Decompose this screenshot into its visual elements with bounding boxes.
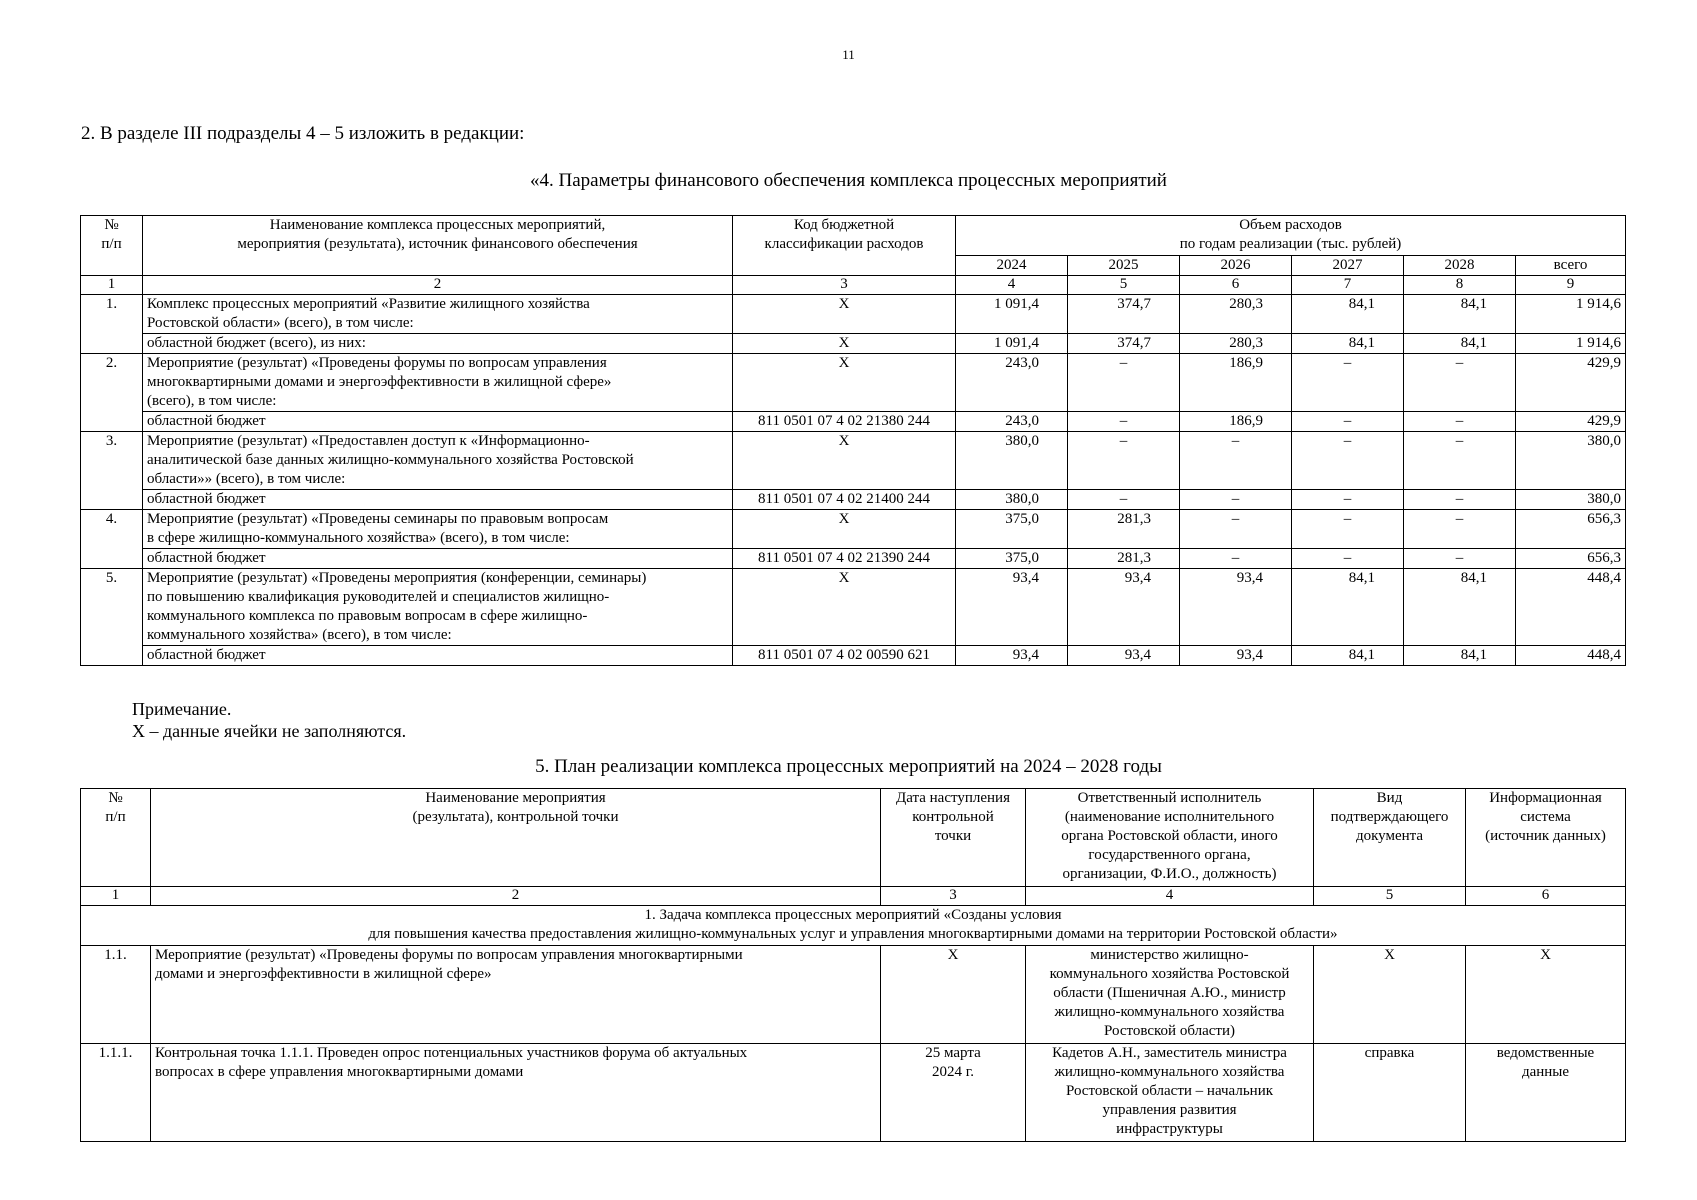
row-responsible: Кадетов А.Н., заместитель министра жилищно-коммунального хозяйства Ростовской области – начальник управления развития инфраструктуры <box>1026 1044 1314 1142</box>
row-value: – <box>1292 549 1404 569</box>
header-document: Вид подтверждающего документа <box>1314 789 1466 887</box>
column-number: 5 <box>1068 276 1180 295</box>
row-value: 281,3 <box>1068 549 1180 569</box>
row-number: 1. <box>81 295 143 354</box>
row-responsible: министерство жилищно- коммунального хозяйства Ростовской области (Пшеничная А.Ю., министр жилищно-коммунального хозяйства Ростовской области) <box>1026 946 1314 1044</box>
row-value: – <box>1068 412 1180 432</box>
row-value: – <box>1404 354 1516 412</box>
row-value: 93,4 <box>956 569 1068 646</box>
table-row <box>81 295 1626 334</box>
row-name: Мероприятие (результат) «Предоставлен доступ к «Информационно- аналитической базе данных жилищно-коммунального хозяйства Ростовской области»» (всего), в том числе: <box>143 432 733 490</box>
row-name: областной бюджет <box>143 549 733 569</box>
row-value: 93,4 <box>1180 569 1292 646</box>
row-value: – <box>1180 510 1292 549</box>
table-row <box>81 432 1626 490</box>
row-value: 656,3 <box>1516 549 1626 569</box>
row-value: 280,3 <box>1180 295 1292 334</box>
row-value: 243,0 <box>956 412 1068 432</box>
row-system: ведомственные данные <box>1466 1044 1626 1142</box>
row-name: областной бюджет (всего), из них: <box>143 334 733 354</box>
table-row <box>81 646 1626 666</box>
row-name: областной бюджет <box>143 412 733 432</box>
row-value: – <box>1068 490 1180 510</box>
column-number: 6 <box>1180 276 1292 295</box>
header-code: Код бюджетной классификации расходов <box>733 216 956 276</box>
row-value: – <box>1404 549 1516 569</box>
row-value: – <box>1404 412 1516 432</box>
row-value: 186,9 <box>1180 412 1292 432</box>
page-number: 11 <box>842 47 855 62</box>
column-number: 8 <box>1404 276 1516 295</box>
row-system: Х <box>1466 946 1626 1044</box>
column-number: 1 <box>81 276 143 295</box>
plan-table <box>80 788 1626 1142</box>
row-value: 84,1 <box>1292 569 1404 646</box>
finance-table <box>80 215 1626 666</box>
table-row <box>81 946 1626 1044</box>
row-name: областной бюджет <box>143 490 733 510</box>
header-year: 2024 <box>956 256 1068 276</box>
column-number: 6 <box>1466 887 1626 906</box>
column-number: 1 <box>81 887 151 906</box>
row-number: 2. <box>81 354 143 432</box>
row-budget-code: 811 0501 07 4 02 00590 621 <box>733 646 956 666</box>
row-number: 4. <box>81 510 143 569</box>
row-budget-code: Х <box>733 569 956 646</box>
row-name: Мероприятие (результат) «Проведены форумы по вопросам управления многоквартирными домами и энергоэффективности в жилищной сфере» (всего), в том числе: <box>143 354 733 412</box>
table-row <box>81 549 1626 569</box>
row-budget-code: Х <box>733 510 956 549</box>
column-number: 3 <box>881 887 1026 906</box>
row-value: 1 091,4 <box>956 295 1068 334</box>
column-number: 2 <box>143 276 733 295</box>
row-value: 93,4 <box>1068 646 1180 666</box>
table-row <box>81 569 1626 646</box>
row-value: – <box>1180 549 1292 569</box>
column-number: 5 <box>1314 887 1466 906</box>
row-budget-code: Х <box>733 295 956 334</box>
table-row <box>81 412 1626 432</box>
note-title: Примечание. <box>132 699 232 719</box>
row-value: 374,7 <box>1068 295 1180 334</box>
row-value: 84,1 <box>1404 334 1516 354</box>
header-system: Информационная система (источник данных) <box>1466 789 1626 887</box>
row-value: – <box>1068 354 1180 412</box>
row-value: 186,9 <box>1180 354 1292 412</box>
header-date: Дата наступления контрольной точки <box>881 789 1026 887</box>
row-value: – <box>1292 510 1404 549</box>
row-value: – <box>1404 490 1516 510</box>
row-name: Мероприятие (результат) «Проведены мероприятия (конференции, семинары) по повышению квалификация руководителей и специалистов жилищно- коммунального комплекса по правовым вопросам в сфере жилищно- коммунального хозяйства» (всего), в том числе: <box>143 569 733 646</box>
header-num: № п/п <box>81 216 143 276</box>
row-date: 25 марта 2024 г. <box>881 1044 1026 1142</box>
row-name: Мероприятие (результат) «Проведены форумы по вопросам управления многоквартирными домами и энергоэффективности в жилищной сфере» <box>151 946 881 1044</box>
row-number: 1.1.1. <box>81 1044 151 1142</box>
row-budget-code: 811 0501 07 4 02 21380 244 <box>733 412 956 432</box>
row-date: Х <box>881 946 1026 1044</box>
row-value: – <box>1180 490 1292 510</box>
row-budget-code: Х <box>733 334 956 354</box>
row-value: 380,0 <box>1516 432 1626 490</box>
row-value: 429,9 <box>1516 412 1626 432</box>
column-number: 7 <box>1292 276 1404 295</box>
row-number: 5. <box>81 569 143 666</box>
row-value: 84,1 <box>1404 569 1516 646</box>
row-value: – <box>1292 412 1404 432</box>
header-name: Наименование мероприятия (результата), контрольной точки <box>151 789 881 887</box>
row-value: 380,0 <box>956 490 1068 510</box>
row-budget-code: 811 0501 07 4 02 21390 244 <box>733 549 956 569</box>
table-row <box>81 490 1626 510</box>
header-name: Наименование комплекса процессных мероприятий, мероприятия (результата), источник финансового обеспечения <box>143 216 733 276</box>
row-value: 93,4 <box>1180 646 1292 666</box>
row-name: Контрольная точка 1.1.1. Проведен опрос потенциальных участников форума об актуальных вопросах в сфере управления многоквартирными домами <box>151 1044 881 1142</box>
row-value: 375,0 <box>956 549 1068 569</box>
row-document: Х <box>1314 946 1466 1044</box>
row-value: 448,4 <box>1516 569 1626 646</box>
row-value: 380,0 <box>956 432 1068 490</box>
row-value: 656,3 <box>1516 510 1626 549</box>
table-row <box>81 1044 1626 1142</box>
row-value: 84,1 <box>1404 295 1516 334</box>
row-value: – <box>1180 432 1292 490</box>
row-value: 1 914,6 <box>1516 334 1626 354</box>
table-row <box>81 334 1626 354</box>
section5-title: 5. План реализации комплекса процессных мероприятий на 2024 – 2028 годы <box>535 756 1162 777</box>
row-value: 380,0 <box>1516 490 1626 510</box>
row-name: Комплекс процессных мероприятий «Развитие жилищного хозяйства Ростовской области» (всего), в том числе: <box>143 295 733 334</box>
table-row <box>81 354 1626 412</box>
row-budget-code: 811 0501 07 4 02 21400 244 <box>733 490 956 510</box>
row-value: – <box>1292 490 1404 510</box>
row-name: Мероприятие (результат) «Проведены семинары по правовым вопросам в сфере жилищно-коммунального хозяйства» (всего), в том числе: <box>143 510 733 549</box>
row-value: 243,0 <box>956 354 1068 412</box>
row-value: 1 091,4 <box>956 334 1068 354</box>
row-name: областной бюджет <box>143 646 733 666</box>
column-number: 4 <box>956 276 1068 295</box>
table-row <box>81 510 1626 549</box>
header-year: 2026 <box>1180 256 1292 276</box>
row-value: 84,1 <box>1292 295 1404 334</box>
row-value: – <box>1404 432 1516 490</box>
column-number: 3 <box>733 276 956 295</box>
row-budget-code: Х <box>733 432 956 490</box>
row-value: 93,4 <box>956 646 1068 666</box>
row-value: 429,9 <box>1516 354 1626 412</box>
row-number: 3. <box>81 432 143 510</box>
row-number: 1.1. <box>81 946 151 1044</box>
row-value: 448,4 <box>1516 646 1626 666</box>
header-responsible: Ответственный исполнитель (наименование исполнительного органа Ростовской области, иного государственного органа, организации, Ф.И.О., должность) <box>1026 789 1314 887</box>
row-document: справка <box>1314 1044 1466 1142</box>
row-value: 374,7 <box>1068 334 1180 354</box>
intro-paragraph: 2. В разделе III подразделы 4 – 5 изложить в редакции: <box>81 123 525 144</box>
row-value: 84,1 <box>1292 646 1404 666</box>
header-year: всего <box>1516 256 1626 276</box>
row-value: – <box>1404 510 1516 549</box>
row-value: 93,4 <box>1068 569 1180 646</box>
header-volume: Объем расходов по годам реализации (тыс. рублей) <box>956 216 1626 256</box>
row-value: – <box>1292 354 1404 412</box>
row-value: 280,3 <box>1180 334 1292 354</box>
note-text: Х – данные ячейки не заполняются. <box>132 721 407 741</box>
column-number: 9 <box>1516 276 1626 295</box>
header-num: № п/п <box>81 789 151 887</box>
row-value: 375,0 <box>956 510 1068 549</box>
header-year: 2027 <box>1292 256 1404 276</box>
row-value: 84,1 <box>1404 646 1516 666</box>
row-value: – <box>1068 432 1180 490</box>
header-year: 2025 <box>1068 256 1180 276</box>
row-budget-code: Х <box>733 354 956 412</box>
header-year: 2028 <box>1404 256 1516 276</box>
row-value: – <box>1292 432 1404 490</box>
row-value: 281,3 <box>1068 510 1180 549</box>
section4-title: «4. Параметры финансового обеспечения комплекса процессных мероприятий <box>530 170 1167 191</box>
column-number: 4 <box>1026 887 1314 906</box>
task-row: 1. Задача комплекса процессных мероприятий «Созданы условия для повышения качества предоставления жилищно-коммунальных услуг и управления многоквартирными домами на территории Ростовской области» <box>81 906 1626 946</box>
row-value: 84,1 <box>1292 334 1404 354</box>
row-value: 1 914,6 <box>1516 295 1626 334</box>
column-number: 2 <box>151 887 881 906</box>
